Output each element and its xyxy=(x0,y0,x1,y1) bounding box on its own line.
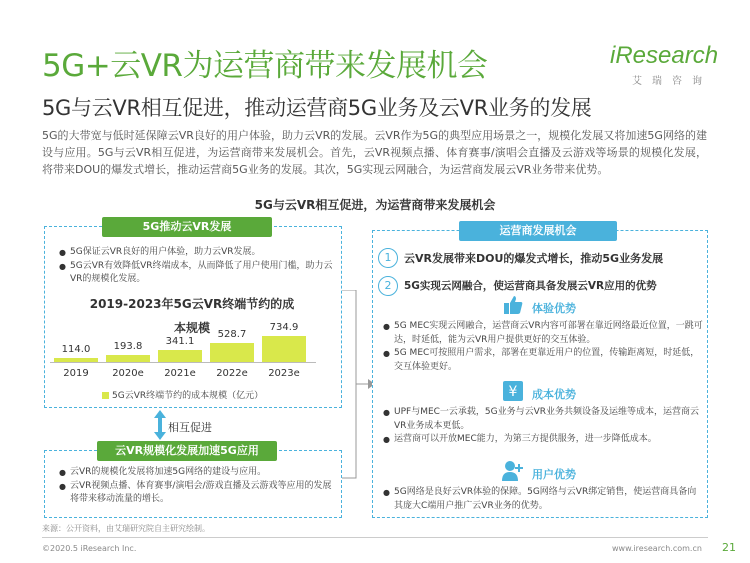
source-note: 来源：公开资料，由艾瑞研究院自主研究绘制。 xyxy=(42,524,210,533)
bar-category-label: 2019 xyxy=(63,368,89,379)
cost-section xyxy=(380,380,704,447)
number-badge: 2 xyxy=(378,276,398,296)
list-item: ● 5G MEC实现云网融合，运营商云VR内容可部署在靠近网络最近位置，一跳可达，时延低，能为云VR用户提供更好的交互体验。 xyxy=(394,320,704,347)
left-bottom-bullets xyxy=(56,466,334,507)
bar-value-label: 114.0 xyxy=(61,343,91,355)
experience-section xyxy=(380,294,704,374)
bracket-arrow-icon xyxy=(340,290,376,490)
logo-sub-text: 艾瑞咨询 xyxy=(632,76,712,87)
yen-icon xyxy=(502,380,524,402)
svg-text:¥: ¥ xyxy=(508,384,518,400)
left-top-tab: 5G推动云VR发展 xyxy=(102,217,272,237)
bar-category-label: 2023e xyxy=(268,368,300,379)
chart-legend xyxy=(102,388,263,401)
list-item: ● 运营商可以开放MEC能力，为第三方提供服务，进一步降低成本。 xyxy=(394,433,704,447)
list-item: ● 5G网络是良好云VR体验的保障。5G网络与云VR绑定销售，使运营商具备向其庞大C端用户推广云VR业务的优势。 xyxy=(394,486,704,513)
chart-title: 2019-2023年5G云VR终端节约的成本规模 xyxy=(89,297,295,335)
opportunity-1 xyxy=(378,246,708,268)
number-badge: 1 xyxy=(378,248,398,268)
list-item: ● 5G云VR有效降低VR终端成本，从而降低了用户使用门槛，助力云VR的规模化发展。 xyxy=(70,260,334,287)
left-bottom-tab: 云VR规模化发展加速5G应用 xyxy=(97,441,277,461)
website-link[interactable]: www.iresearch.com.cn xyxy=(612,544,702,553)
diagram-heading: 5G与云VR相互促进，为运营商带来发展机会 xyxy=(254,198,496,212)
bar-category-label: 2022e xyxy=(216,368,248,379)
page-title: 5G+云VR为运营商带来发展机会 xyxy=(42,48,488,84)
user-header xyxy=(380,460,704,484)
logo-main-text: iResearch xyxy=(610,42,719,69)
chart-baseline xyxy=(50,362,316,363)
opportunity-text: 5G实现云网融合，使运营商具备发展云VR应用的优势 xyxy=(404,280,657,292)
page-number: 21 xyxy=(722,541,736,554)
bar-category-label: 2021e xyxy=(164,368,196,379)
section-title: 用户优势 xyxy=(532,468,576,481)
chart-bar xyxy=(210,343,254,362)
right-tab: 运营商发展机会 xyxy=(459,221,617,241)
copyright: ©2020.5 iResearch Inc. xyxy=(42,544,137,553)
chart-bars xyxy=(44,292,340,392)
section-title: 成本优势 xyxy=(532,388,576,401)
bar-value-label: 528.7 xyxy=(217,329,247,341)
list-item: ● 云VR的规模化发展将加速5G网络的建设与应用。 xyxy=(70,466,334,480)
bar-value-label: 734.9 xyxy=(269,322,299,333)
experience-header xyxy=(380,294,704,318)
thumbs-up-icon xyxy=(502,294,524,316)
arrow-label: 相互促进 xyxy=(168,421,212,434)
chart-bar xyxy=(106,355,150,362)
chart-bar xyxy=(262,336,306,362)
intro-paragraph: 5G的大带宽与低时延保障云VR良好的用户体验，助力云VR的发展。云VR作为5G的典型应用场景之一，规模化发展又将加速5G网络的建设与应用。5G与云VR相互促进，为运营商带来发展机会。首先，云VR视频点播、体育赛事/演唱会直播及云游戏等场景的规模化发展，将带来DOU的爆发式增长，推动运营商5G业务的发展。其次，5G实现云网融合，为运营商发展云VR业务带来优势。 xyxy=(42,129,707,176)
opportunity-text: 云VR发展带来DOU的爆发式增长，推动5G业务发展 xyxy=(404,252,664,265)
bar-value-label: 341.1 xyxy=(165,335,195,347)
legend-label: 5G云VR终端节约的成本规模（亿元） xyxy=(112,391,264,401)
left-top-bullets xyxy=(56,246,334,287)
user-plus-icon xyxy=(502,460,524,482)
list-item: ● 5G保证云VR良好的用户体验，助力云VR发展。 xyxy=(70,246,334,260)
footer-divider xyxy=(42,537,708,538)
cost-chart xyxy=(44,292,340,404)
opportunity-2 xyxy=(378,274,708,296)
list-item: ● 5G MEC可按照用户需求，部署在更靠近用户的位置，传输距离短，时延低，交互体验更好。 xyxy=(394,347,704,374)
bar-value-label: 193.8 xyxy=(113,341,143,353)
legend-swatch xyxy=(102,392,109,399)
iresearch-logo xyxy=(610,42,720,92)
page-subtitle: 5G与云VR相互促进，推动运营商5G业务及云VR业务的发展 xyxy=(42,96,592,120)
cost-header xyxy=(380,380,704,404)
list-item: ● UPF与MEC一云承载，5G业务与云VR业务共频设备及运维等成本，运营商云VR业务成本更低。 xyxy=(394,406,704,433)
bar-category-label: 2020e xyxy=(112,368,144,379)
list-item: ● 云VR视频点播、体育赛事/演唱会/游戏直播及云游戏等应用的发展将带来移动流量的增长。 xyxy=(70,480,334,507)
user-section xyxy=(380,460,704,513)
chart-bar xyxy=(158,350,202,362)
section-title: 体验优势 xyxy=(532,302,576,315)
